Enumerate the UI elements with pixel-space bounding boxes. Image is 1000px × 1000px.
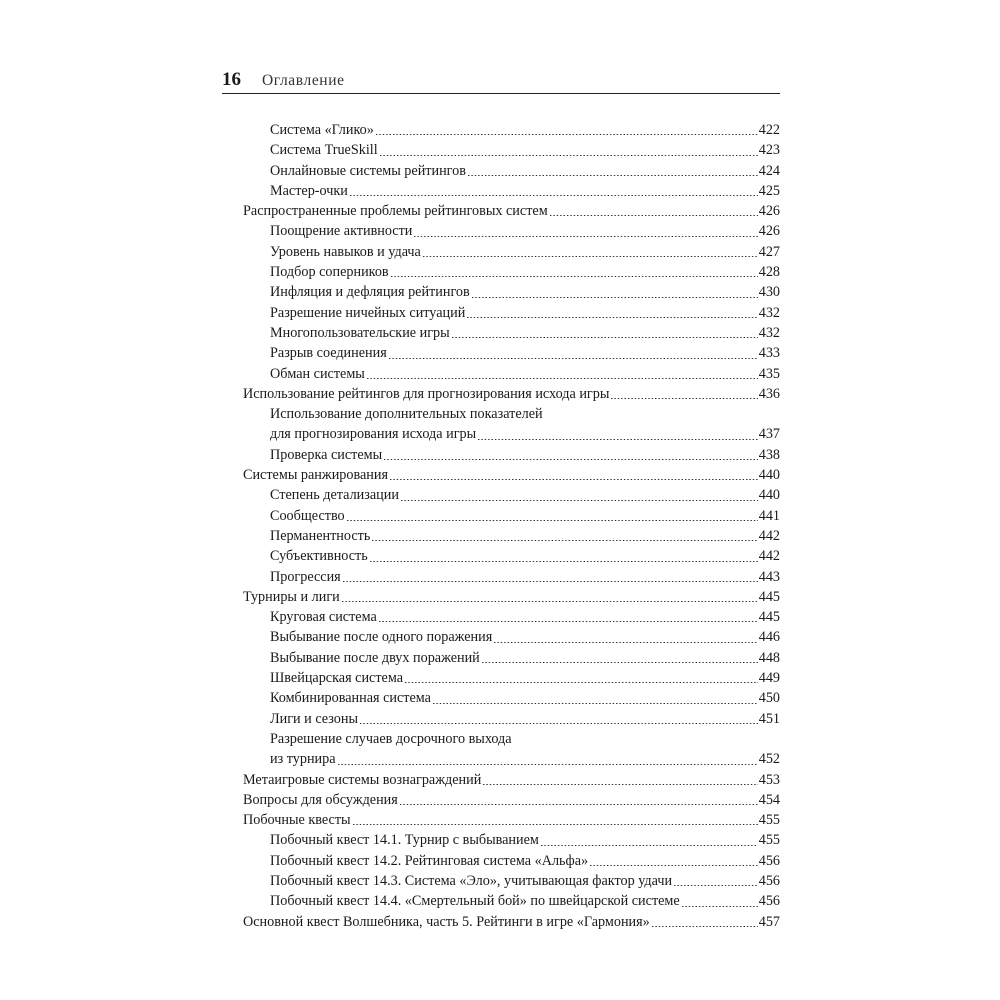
dot-leader [432,703,758,704]
toc-entry-title: Подбор соперников [270,264,389,281]
dot-leader [366,378,758,379]
toc-entry-page-number: 432 [758,304,780,321]
toc-entry-title: Перманентность [270,527,371,544]
toc-subsection-entry [243,668,780,688]
toc-entry-page-number: 437 [758,426,780,443]
toc-subsection-entry [243,242,780,262]
toc-subsection-entry [243,607,780,627]
toc-entry-title: из турнира [270,751,336,768]
toc-entry-page-number: 448 [758,649,780,666]
dot-leader [379,155,758,156]
toc-entry-page-number: 422 [758,122,780,138]
toc-entry-page-number: 446 [758,629,780,646]
toc-subsection-entry [243,709,780,729]
toc-subsection-entry [243,830,780,850]
toc-entry-page-number: 428 [758,264,780,281]
toc-subsection-entry [243,343,780,363]
toc-entry-title: Распространенные проблемы рейтинговых систем [243,203,548,220]
toc-section-entry [243,810,780,830]
toc-entry-page-number: 430 [758,284,780,301]
toc-subsection-entry [243,567,780,587]
toc-section-entry [243,384,780,404]
toc-subsection-entry [243,404,780,445]
toc-entry-title: Использование рейтингов для прогнозирования исхода игры [243,385,610,402]
toc-entry-title: Мастер-очки [270,182,348,199]
dot-leader [467,175,758,176]
toc-subsection-entry [243,648,780,668]
toc-entry-title: Многопользовательские игры [270,324,450,341]
dot-leader [549,215,758,216]
toc-entry-page-number: 435 [758,365,780,382]
dot-leader [589,865,758,866]
dot-leader [482,784,757,785]
toc-entry-title: Система TrueSkill [270,142,378,159]
dot-leader [383,459,758,460]
toc-entry-page-number: 456 [758,872,780,889]
dot-leader [471,297,758,298]
toc-section-entry [243,465,780,485]
toc-entry-title: Швейцарская система [270,670,404,687]
toc-subsection-entry [243,729,780,770]
page-number: 16 [222,69,241,90]
toc-entry-title: Круговая система [270,609,377,626]
toc-entry-title: Выбывание после одного поражения [270,629,493,646]
toc-entry-title: Основной квест Волшебника, часть 5. Рейтинги в игре «Гармония» [243,913,650,930]
toc-subsection-entry [243,303,780,323]
dot-leader [673,885,758,886]
toc-entry-page-number: 455 [758,812,780,829]
toc-entry-page-number: 442 [758,527,780,544]
header-rule [222,93,780,94]
toc-entry-page-number: 443 [758,568,780,585]
toc-entry-page-number: 445 [758,609,780,626]
toc-entry-title: Метаигровые системы вознаграждений [243,771,482,788]
dot-leader [349,195,758,196]
toc-entry-page-number: 433 [758,345,780,362]
toc-entry-page-number: 455 [758,832,780,849]
toc-entry-title: Разрыв соединения [270,345,387,362]
toc-entry-page-number: 424 [758,162,780,179]
toc-entry-title: Вопросы для обсуждения [243,791,398,808]
toc-entry-title: Системы ранжирования [243,467,388,484]
toc-entry-title: Лиги и сезоны [270,710,358,727]
dot-leader [481,662,758,663]
toc-entry-title: Побочные квесты [243,812,351,829]
dot-leader [352,824,758,825]
toc-subsection-entry [243,181,780,201]
dot-leader [477,439,758,440]
toc-subsection-entry [243,851,780,871]
toc-entry-page-number: 456 [758,893,780,910]
toc-subsection-entry [243,526,780,546]
toc-subsection-entry [243,364,780,384]
toc-subsection-entry [243,262,780,282]
toc-entry-page-number: 441 [758,507,780,524]
toc-entry-page-number: 432 [758,324,780,341]
dot-leader [337,764,758,765]
toc-entry-page-number: 453 [758,771,780,788]
dot-leader [610,398,757,399]
toc-entry-title: Система «Глико» [270,122,374,138]
toc-entry-title: Выбывание после двух поражений [270,649,480,666]
dot-leader [341,601,758,602]
toc-subsection-entry [243,891,780,911]
toc-entry-title-line1: Разрешение случаев досрочного выхода [270,730,512,747]
toc-subsection-entry [243,161,780,181]
toc-entry-page-number: 451 [758,710,780,727]
dot-leader [404,682,758,683]
dot-leader [371,540,757,541]
toc-subsection-entry [243,282,780,302]
toc-entry-page-number: 423 [758,142,780,159]
dot-leader [342,581,758,582]
toc-subsection-entry [243,485,780,505]
toc-entry-title-line1: Использование дополнительных показателей [270,406,543,423]
dot-leader [422,256,758,257]
toc-entry-page-number: 450 [758,690,780,707]
toc-subsection-entry [243,627,780,647]
table-of-contents [243,120,780,932]
dot-leader [540,845,758,846]
toc-subsection-entry [243,546,780,566]
dot-leader [466,317,757,318]
toc-entry-page-number: 454 [758,791,780,808]
toc-entry-page-number: 440 [758,467,780,484]
dot-leader [390,276,758,277]
dot-leader [359,723,758,724]
toc-subsection-entry [243,140,780,160]
dot-leader [375,134,758,135]
dot-leader [451,337,758,338]
toc-entry-page-number: 456 [758,852,780,869]
toc-entry-title: Прогрессия [270,568,341,585]
toc-section-entry [243,912,780,932]
page-header [222,68,780,94]
toc-entry-page-number: 445 [758,588,780,605]
toc-entry-page-number: 436 [758,385,780,402]
toc-subsection-entry [243,688,780,708]
toc-entry-title: Побочный квест 14.1. Турнир с выбыванием [270,832,539,849]
toc-entry-page-number: 457 [758,913,780,930]
toc-entry-title: Сообщество [270,507,345,524]
toc-subsection-entry [243,120,780,140]
toc-subsection-entry [243,506,780,526]
toc-entry-page-number: 426 [758,223,780,240]
dot-leader [389,479,758,480]
toc-entry-page-number: 427 [758,243,780,260]
toc-entry-title: Побочный квест 14.2. Рейтинговая система «Альфа» [270,852,589,869]
dot-leader [400,500,758,501]
toc-section-entry [243,790,780,810]
dot-leader [413,236,757,237]
dot-leader [346,520,758,521]
toc-subsection-entry [243,323,780,343]
dot-leader [388,358,758,359]
toc-subsection-entry [243,871,780,891]
toc-subsection-entry [243,445,780,465]
toc-entry-title: Разрешение ничейных ситуаций [270,304,466,321]
dot-leader [651,926,758,927]
toc-entry-title: Турниры и лиги [243,588,340,605]
dot-leader [399,804,758,805]
toc-entry-title: Инфляция и дефляция рейтингов [270,284,470,301]
dot-leader [681,906,758,907]
toc-entry-title: Степень детализации [270,487,399,504]
toc-entry-title: Поощрение активности [270,223,413,240]
toc-subsection-entry [243,221,780,241]
running-title: Оглавление [262,72,345,89]
toc-section-entry [243,201,780,221]
toc-entry-page-number: 438 [758,446,780,463]
toc-entry-title: Обман системы [270,365,365,382]
toc-section-entry [243,770,780,790]
toc-entry-title: Побочный квест 14.3. Система «Эло», учитывающая фактор удачи [270,872,673,889]
toc-entry-page-number: 449 [758,670,780,687]
toc-entry-title: Субъективность [270,548,368,565]
toc-entry-title: Онлайновые системы рейтингов [270,162,466,179]
toc-section-entry [243,587,780,607]
toc-entry-title: Комбинированная система [270,690,431,707]
toc-entry-title: для прогнозирования исхода игры [270,426,477,443]
dot-leader [493,642,757,643]
toc-entry-page-number: 440 [758,487,780,504]
toc-entry-page-number: 452 [758,751,780,768]
toc-entry-page-number: 442 [758,548,780,565]
toc-entry-title: Побочный квест 14.4. «Смертельный бой» по швейцарской системе [270,893,680,910]
dot-leader [369,561,758,562]
toc-entry-title: Проверка системы [270,446,383,463]
toc-entry-title: Уровень навыков и удача [270,243,421,260]
dot-leader [378,621,758,622]
toc-entry-page-number: 426 [758,203,780,220]
toc-entry-page-number: 425 [758,182,780,199]
